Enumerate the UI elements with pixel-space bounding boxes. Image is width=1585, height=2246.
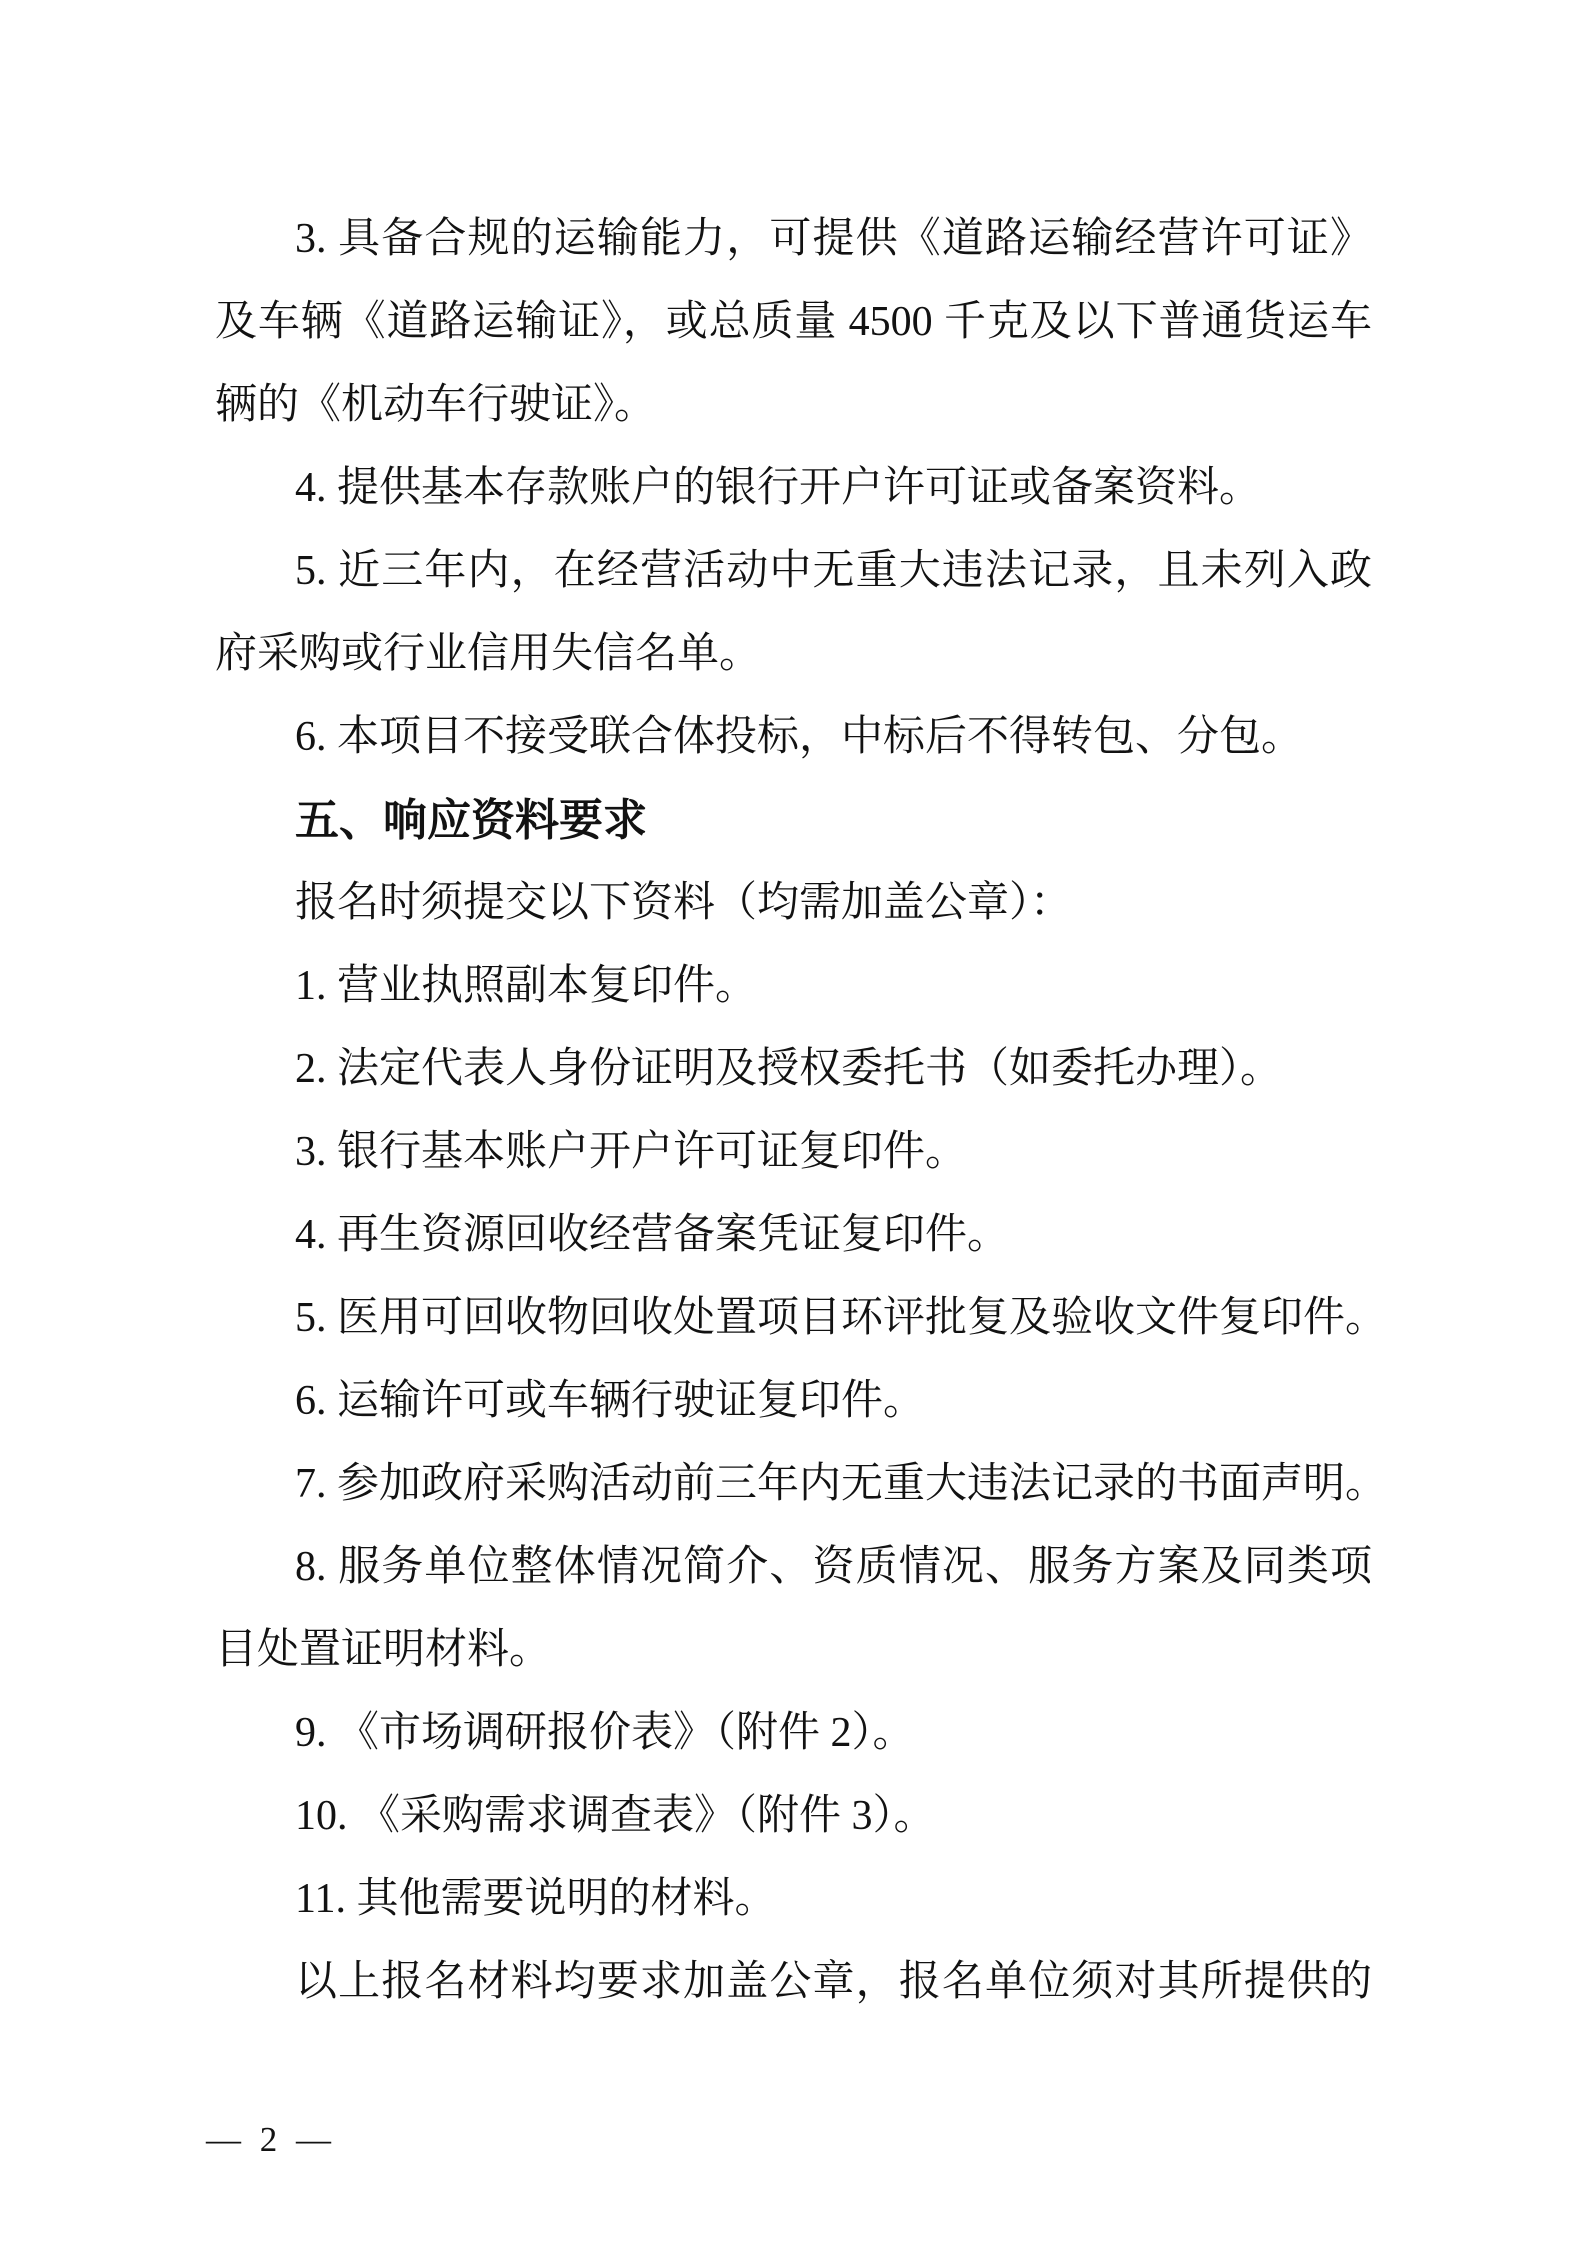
text-line-material11-other-materials: 11. 其他需要说明的材料。 (295, 1876, 777, 1922)
text-line-material9-quotation-form: 9. 《市场调研报价表》（附件 2）。 (295, 1710, 915, 1756)
text-line-material7-written-declaration: 7. 参加政府采购活动前三年内无重大违法记录的书面声明。 (295, 1461, 1388, 1507)
document-body (215, 198, 1388, 2024)
text-line-item3-continuation-2: 辆的《机动车行驶证》。 (215, 382, 657, 428)
text-line-material2-legal-representative: 2. 法定代表人身份证明及授权委托书（如委托办理）。 (295, 1046, 1283, 1092)
text-line-materials-intro: 报名时须提交以下资料（均需加盖公章）： (295, 880, 1073, 926)
text-line-item3-transport-capability: 3. 具备合规的运输能力，可提供《道路运输经营许可证》 (295, 216, 1372, 262)
text-line-item6-no-consortium: 6. 本项目不接受联合体投标，中标后不得转包、分包。 (295, 714, 1304, 760)
text-line-material5-environmental-approval: 5. 医用可回收物回收处置项目环评批复及验收文件复印件。 (295, 1295, 1388, 1341)
text-line-item5-no-violations: 5. 近三年内，在经营活动中无重大违法记录，且未列入政 (295, 548, 1372, 594)
page-number: — 2 — (206, 2120, 336, 2159)
text-line-material6-transport-permit: 6. 运输许可或车辆行驶证复印件。 (295, 1378, 926, 1424)
text-line-material4-recycling-record: 4. 再生资源回收经营备案凭证复印件。 (295, 1212, 1010, 1258)
text-line-material1-business-license: 1. 营业执照副本复印件。 (295, 963, 758, 1009)
text-line-closing-statement: 以上报名材料均要求加盖公章，报名单位须对其所提供的 (295, 1959, 1372, 2005)
text-line-material3-bank-permit: 3. 银行基本账户开户许可证复印件。 (295, 1129, 968, 1175)
text-line-item5-continuation: 府采购或行业信用失信名单。 (215, 631, 762, 677)
section-heading-response-materials: 五、响应资料要求 (295, 796, 647, 845)
text-line-material10-survey-form: 10. 《采购需求调查表》（附件 3）。 (295, 1793, 936, 1839)
text-line-material8-company-profile: 8. 服务单位整体情况简介、资质情况、服务方案及同类项 (295, 1544, 1372, 1590)
text-line-item3-continuation-1: 及车辆《道路运输证》，或总质量 4500 千克及以下普通货运车 (215, 299, 1372, 345)
text-line-material8-continuation: 目处置证明材料。 (215, 1627, 552, 1673)
text-line-item4-bank-account: 4. 提供基本存款账户的银行开户许可证或备案资料。 (295, 465, 1262, 511)
